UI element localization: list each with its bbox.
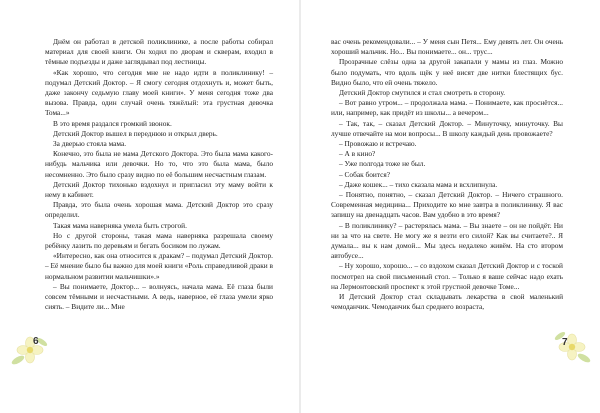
paragraph: – Вот равно утром... – продолжала мама. – Понимаете, как проснётся... или, например, как придёт из школы... а вечером...: [331, 98, 563, 118]
paragraph: Детский Доктор тихонько вздохнул и пригласил эту маму войти к нему в кабинет.: [45, 179, 273, 200]
paragraph: – Так, так, – сказал Детский Доктор. – Минуточку, минуточку. Вы лучше отвечайте на мои вопросы... В школу каждый день провожаете?: [331, 118, 563, 138]
page-number: 6: [33, 336, 39, 347]
paragraph: – А в кино?: [339, 149, 376, 159]
paragraph: В это время раздался громкий звонок.: [53, 118, 172, 128]
paragraph: – В поликлинику? – растерялась мама. – Вы знаете – он не пойдёт. Ни ни за что на свете. Не могу же я везти его силой? Как вы считаете?.. Я думала... вы к нам домой... Мы здесь недалеко живём. На сто втором автобусе...: [331, 220, 563, 261]
flower-ornament-icon: [8, 330, 54, 370]
right-page-text: [331, 37, 563, 312]
paragraph: – Провожаю и встречаю.: [339, 139, 417, 149]
paragraph: «Интересно, как она относится к дракам? – подумал Детский Доктор. – Её мнение было бы важно для моей книги «Роль справедливой драки в нормальном развитии мальчишки».»: [45, 251, 273, 281]
paragraph: – Уже полгода тоже не был.: [339, 159, 426, 169]
paragraph: – Понятно, понятно, – сказал Детский Доктор. – Ничего страшного. Современная медицина... Приходите ко мне завтра в поликлинику. Я вас запишу на двенадцать часов. Вам удобно в это время?: [331, 190, 563, 220]
paragraph: Конечно, это была не мама Детского Доктора. Это была мама какого-нибудь мальчика или девочки. Но то, что это была мама, было несомненно. Это было сразу видно по её большим несчастным глазам.: [45, 149, 273, 179]
paragraph: Прозрачные слёзы одна за другой закапали у мамы из глаз. Можно было подумать, что вдоль щёк у неё висят две нитки блестящих бус. Видно было, что ей очень тяжело.: [331, 57, 563, 87]
right-page: [300, 0, 600, 413]
left-page-text: [45, 37, 273, 312]
paragraph: Но с другой стороны, такая мама наверняка разрешала своему ребёнку лазить по деревьям и бегать босиком по лужам.: [45, 230, 273, 251]
page-number: 7: [562, 337, 568, 348]
paragraph: вас очень рекомендовали... – У меня сын Петя... Ему девять лет. Он очень хороший мальчик. Но... Вы понимаете... он... трус...: [331, 37, 563, 57]
paragraph: – Даже кошек... – тихо сказала мама и всхлипнула.: [339, 179, 498, 189]
paragraph: Днём он работал в детской поликлинике, а после работы собирал материал для своей книги. Он ходил по дворам и скверам, входил в тёмные подъезды и даже заглядывал под лестницы.: [45, 37, 273, 67]
paragraph: И Детский Доктор стал складывать лекарства в свой маленький чемоданчик. Чемоданчик был среднего возраста,: [331, 292, 563, 312]
paragraph: Детский Доктор смутился и стал смотреть в сторону.: [339, 88, 506, 98]
paragraph: «Как хорошо, что сегодня мне не надо идти в поликлинику! – подумал Детский Доктор. – Я смогу сегодня отдохнуть и, может быть, даже закончу седьмую главу моей книги». У меня сегодня тоже два вызова. Правда, один случай очень тяжёлый: эта грустная девочка Тома...»: [45, 67, 273, 118]
paragraph: Детский Доктор вышел в переднюю и открыл дверь.: [53, 128, 218, 138]
paragraph: Такая мама наверняка умела быть строгой.: [53, 220, 187, 230]
paragraph: – Собак боится?: [339, 169, 391, 179]
paragraph: Правда, это была очень хорошая мама. Детский Доктор это сразу определил.: [45, 200, 273, 220]
paragraph: – Вы понимаете, Доктор... – волнуясь, начала мама. Её глаза были совсем тёмными и несчастными. А ведь, наверное, её глаза умели ярко сиять. – Видите ли... Мне: [45, 281, 273, 312]
flower-ornament-icon: [548, 326, 594, 368]
paragraph: – Ну хорошо, хорошо... – со вздохом сказал Детский Доктор и с тоской посмотрел на свой письменный стол. – Только я ваше сейчас надо ехать на Лермонтовский проспект к этой грустной девочке Томе...: [331, 261, 563, 291]
paragraph: За дверью стояла мама.: [53, 139, 127, 149]
